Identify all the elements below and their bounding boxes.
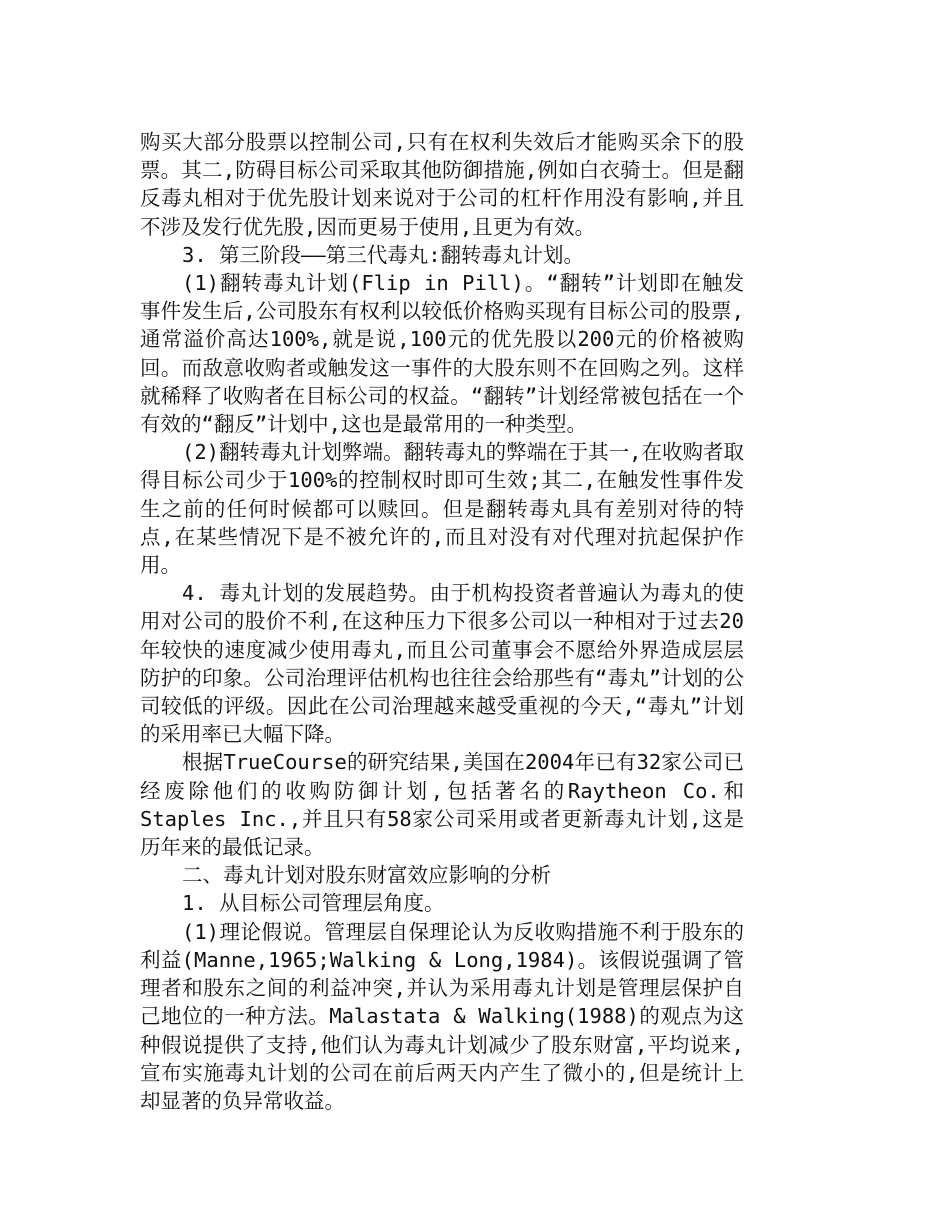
paragraph-9: (1)理论假说。管理层自保理论认为反收购措施不利于股东的利益(Manne,1965;Walking & Long,1984)。该假说强调了管理者和股东之间的利益冲突,并认为采用毒丸计划是管理层保护自己地位的一种方法。Malastata & Walking(1988)的观点为这种假说提供了支持,他们认为毒丸计划减少了股东财富,平均说来,宣布实施毒丸计划的公司在前后两天内产生了微小的,但是统计上却显著的负异常收益。	[140, 919, 744, 1113]
paragraph-6: 根据TrueCourse的研究结果,美国在2004年已有32家公司已经废除他们的收购防御计划,包括著名的Raytheon Co.和Staples Inc.,并且只有58家公司采用或者更新毒丸计划,这是历年来的最低记录。	[140, 750, 744, 860]
paragraph-8: 1. 从目标公司管理层角度。	[182, 891, 445, 916]
paragraph-3: (1)翻转毒丸计划(Flip in Pill)。“翻转”计划即在触发事件发生后,公司股东有权利以较低价格购买现有目标公司的股票,通常溢价高达100%,就是说,100元的优先股以200元的价格被购回。而敌意收购者或触发这一事件的大股东则不在回购之列。这样就稀释了收购者在目标公司的权益。“翻转”计划经常被包括在一个有效的“翻反”计划中,这也是最常用的一种类型。	[140, 271, 744, 437]
paragraph-1: 购买大部分股票以控制公司,只有在权利失效后才能购买余下的股票。其二,防碍目标公司采取其他防御措施,例如白衣骑士。但是翻反毒丸相对于优先股计划来说对于公司的杠杆作用没有影响,并且不涉及发行优先股,因而更易于使用,且更为有效。	[140, 130, 744, 239]
paragraph-4: (2)翻转毒丸计划弊端。翻转毒丸的弊端在于其一,在收购者取得目标公司少于100%的控制权时即可生效;其二,在触发性事件发生之前的任何时候都可以赎回。但是翻转毒丸具有差别对待的特点,在某些情况下是不被允许的,而且对没有对代理对抗起保护作用。	[140, 440, 744, 578]
paragraph-5: 4. 毒丸计划的发展趋势。由于机构投资者普遍认为毒丸的使用对公司的股价不利,在这种压力下很多公司以一种相对于过去20年较快的速度减少使用毒丸,而且公司董事会不愿给外界造成层层防护的印象。公司治理评估机构也往往会给那些有“毒丸”计划的公司较低的评级。因此在公司治理越来越受重视的今天,“毒丸”计划的采用率已大幅下降。	[140, 581, 744, 747]
document-page	[140, 128, 744, 1115]
paragraph-7: 二、毒丸计划对股东财富效应影响的分析	[182, 863, 551, 888]
paragraph-2: 3. 第三阶段——第三代毒丸:翻转毒丸计划。	[182, 242, 585, 267]
